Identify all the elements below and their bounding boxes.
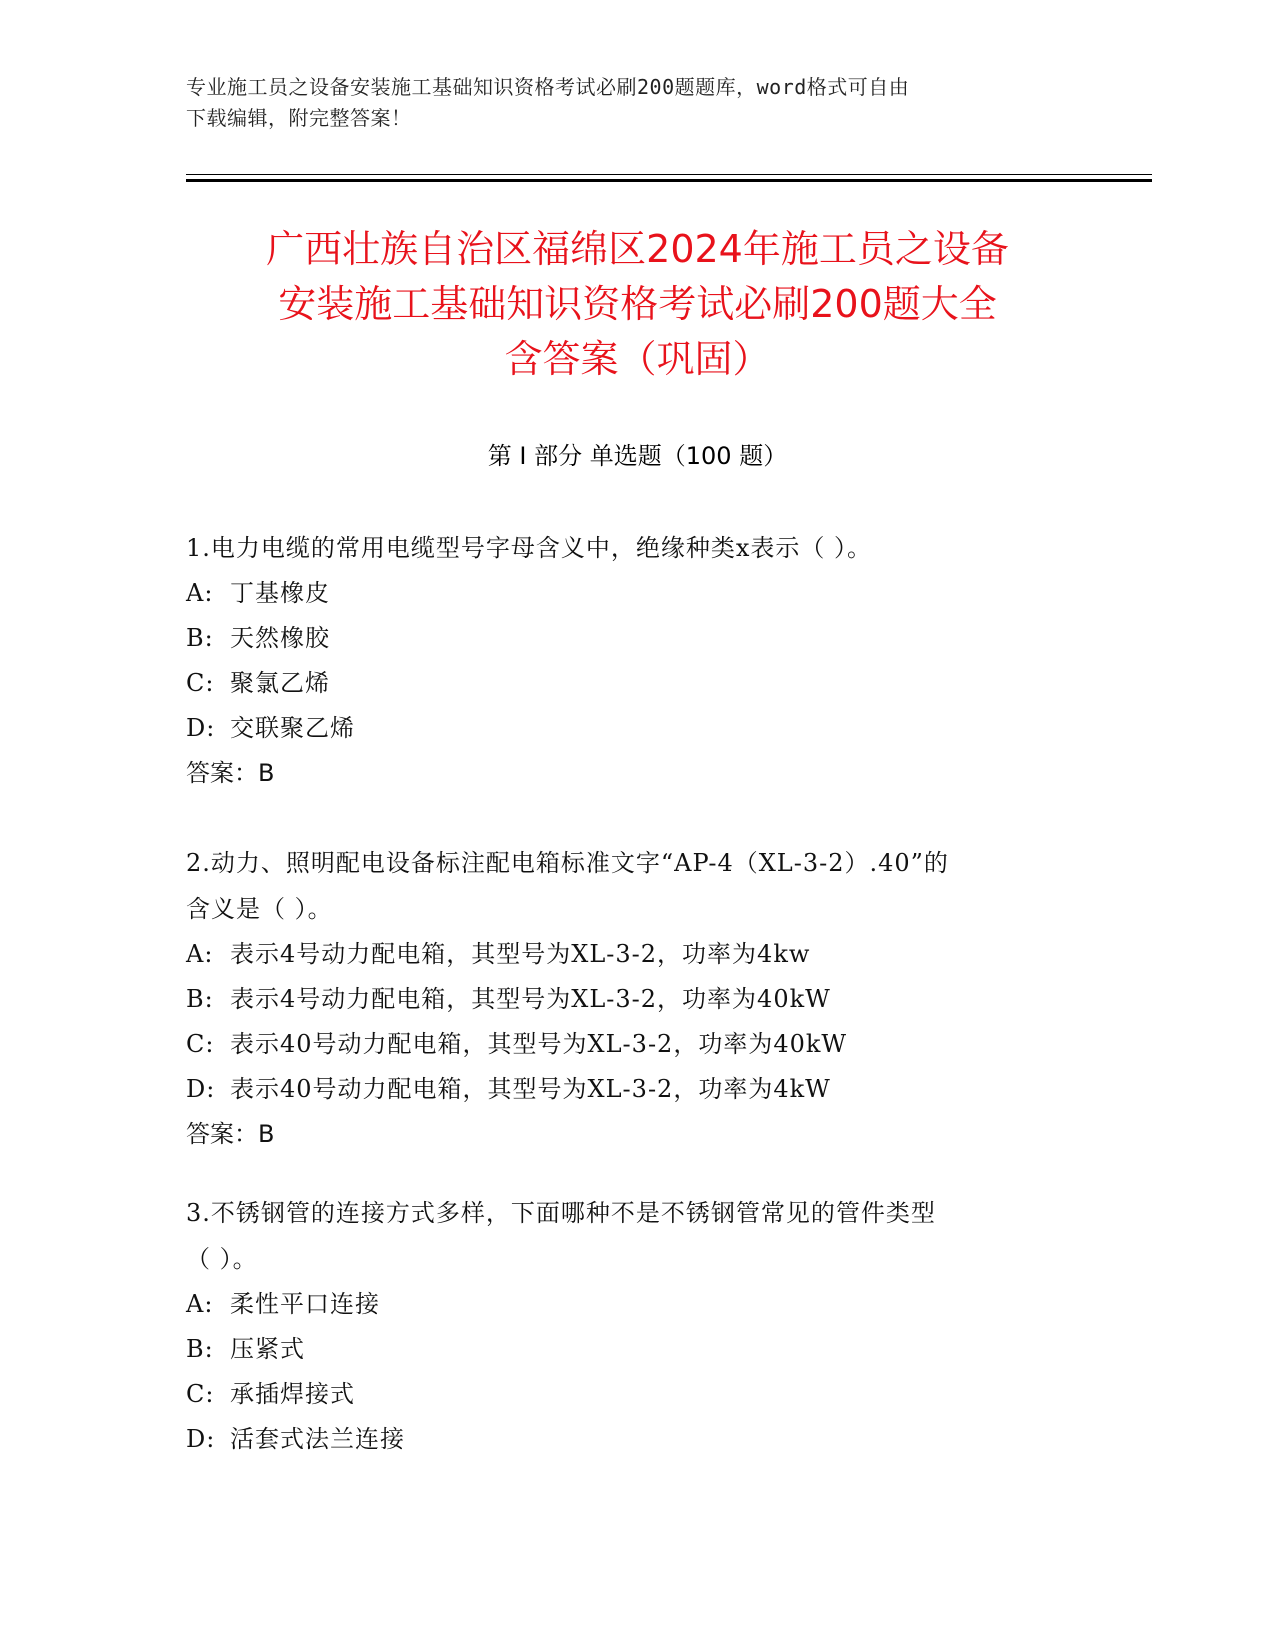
option-letter: D: [186, 714, 216, 742]
document-title-line-3: 含答案（巩固） [504, 337, 771, 381]
option-letter: D: [186, 1075, 216, 1103]
option-d [186, 1417, 1086, 1462]
option-text: 交联聚乙烯 [230, 714, 355, 742]
header-divider-thin [186, 174, 1152, 175]
option-letter: C: [186, 1030, 215, 1058]
option-letter: C: [186, 669, 215, 697]
option-letter: A: [186, 940, 214, 968]
option-text: 天然橡胶 [230, 624, 330, 652]
header-note [186, 72, 1086, 134]
option-text: 丁基橡皮 [230, 579, 330, 607]
answer-text: 答案：B [186, 1120, 275, 1148]
option-letter: D: [186, 1425, 216, 1453]
option-c [186, 661, 1086, 706]
option-letter: B: [186, 1335, 214, 1363]
option-letter: A: [186, 579, 214, 607]
document-title [150, 222, 1125, 387]
option-d [186, 706, 1086, 751]
option-a [186, 932, 1086, 977]
question-stem-line-2: 含义是（ ）。 [186, 895, 333, 923]
header-divider-thick [186, 179, 1152, 182]
option-b [186, 616, 1086, 661]
document-title-line-1: 广西壮族自治区福绵区2024年施工员之设备 [266, 227, 1009, 271]
option-letter: B: [186, 985, 214, 1013]
option-text: 活套式法兰连接 [230, 1425, 405, 1453]
option-text: 柔性平口连接 [230, 1290, 380, 1318]
option-text: 压紧式 [230, 1335, 305, 1363]
question-1 [186, 525, 1086, 796]
option-b [186, 977, 1086, 1022]
section-heading: 第 I 部分 单选题（100 题） [487, 442, 788, 470]
option-d [186, 1067, 1086, 1112]
option-b [186, 1327, 1086, 1372]
option-text: 表示4号动力配电箱，其型号为XL-3-2，功率为40kW [230, 985, 831, 1013]
option-text: 表示40号动力配电箱，其型号为XL-3-2，功率为40kW [230, 1030, 848, 1058]
question-3 [186, 1190, 1086, 1462]
option-letter: A: [186, 1290, 214, 1318]
option-c [186, 1022, 1086, 1067]
option-a [186, 1282, 1086, 1327]
answer-text: 答案：B [186, 759, 275, 787]
question-2 [186, 840, 1086, 1157]
option-text: 聚氯乙烯 [230, 669, 330, 697]
question-stem: 1.电力电缆的常用电缆型号字母含义中，绝缘种类x表示（ ）。 [186, 534, 873, 562]
option-letter: B: [186, 624, 214, 652]
option-c [186, 1372, 1086, 1417]
header-note-line-1: 专业施工员之设备安装施工基础知识资格考试必刷200题题库，word格式可自由 [186, 75, 910, 99]
option-text: 表示40号动力配电箱，其型号为XL-3-2，功率为4kW [230, 1075, 831, 1103]
option-letter: C: [186, 1380, 215, 1408]
question-stem-line-1: 3.不锈钢管的连接方式多样，下面哪种不是不锈钢管常见的管件类型 [186, 1199, 936, 1227]
question-stem-line-1: 2.动力、照明配电设备标注配电箱标准文字“AP-4（XL-3-2）.40”的 [186, 849, 949, 877]
option-a [186, 571, 1086, 616]
option-text: 表示4号动力配电箱，其型号为XL-3-2，功率为4kw [230, 940, 811, 968]
header-note-line-2: 下载编辑，附完整答案！ [186, 106, 412, 130]
question-stem-line-2: （ ）。 [186, 1245, 258, 1273]
document-title-line-2: 安装施工基础知识资格考试必刷200题大全 [278, 282, 997, 326]
option-text: 承插焊接式 [230, 1380, 355, 1408]
